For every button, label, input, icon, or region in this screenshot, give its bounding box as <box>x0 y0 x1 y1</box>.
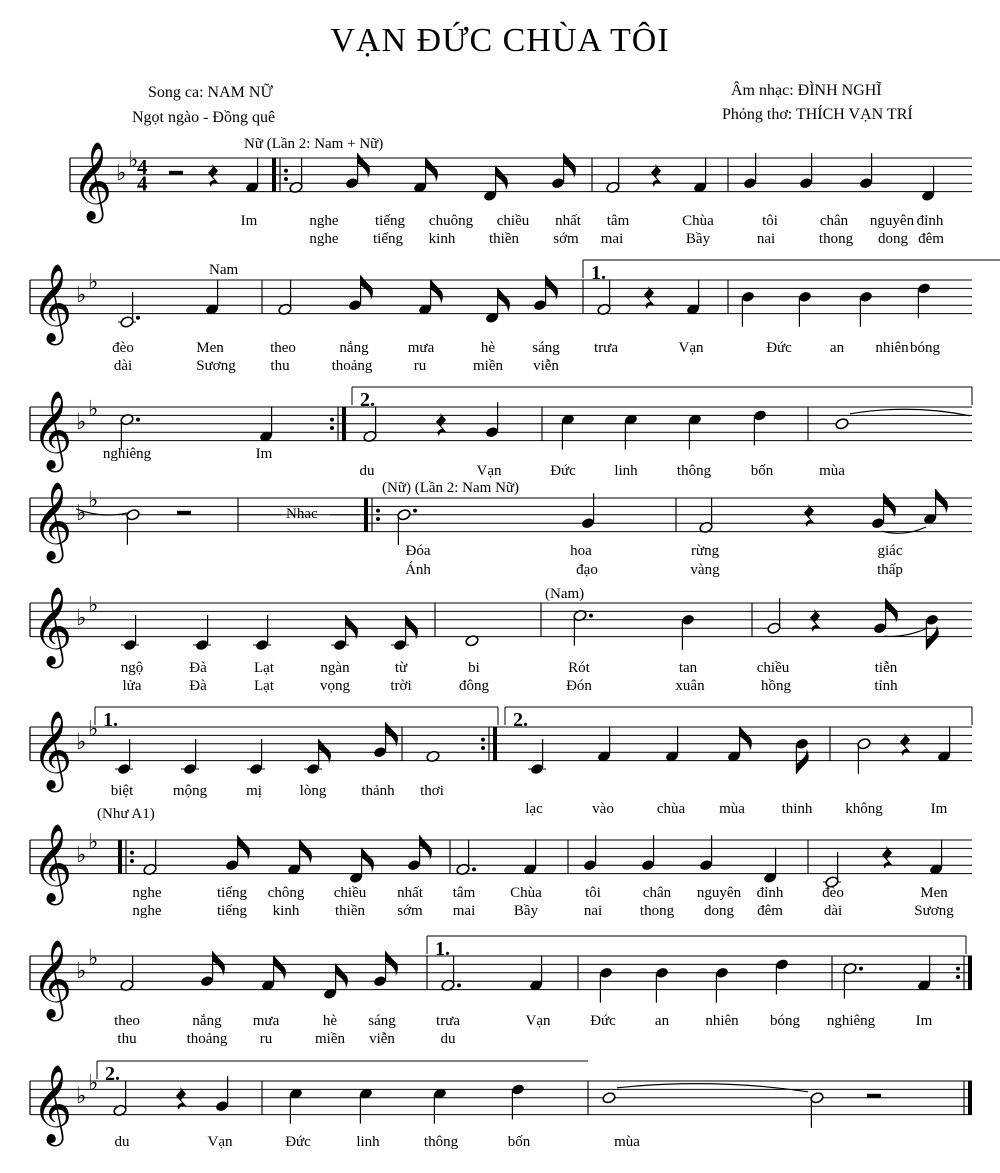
lyric-syllable: chiều <box>333 885 367 901</box>
half-rest <box>169 171 183 175</box>
key-flat-e: ♭ <box>88 1071 99 1097</box>
lyric-syllable: mai <box>452 903 476 919</box>
lyric-syllable: dong <box>878 231 908 247</box>
note-flag <box>740 726 752 751</box>
lyric-syllable: thong <box>639 903 675 919</box>
composer-label: Âm nhạc: ĐÌNH NGHĨ <box>731 82 882 99</box>
lyric-syllable: thu <box>270 358 290 374</box>
lyric-syllable: thông <box>676 463 712 479</box>
lyric-syllable: viễn <box>369 1031 395 1047</box>
note-flag <box>498 288 510 313</box>
treble-clef: 𝄞 <box>32 390 73 470</box>
lyric-syllable: du <box>359 463 375 479</box>
interlude-label: Nhac <box>286 506 318 522</box>
repeat-dot <box>481 746 485 750</box>
lyric-syllable: thoảng <box>186 1031 228 1047</box>
lyric-syllable: nhiên <box>875 340 909 356</box>
voice-marking-4: (Nam) <box>545 586 585 602</box>
lyric-syllable: Men <box>196 340 224 356</box>
key-flat-e: ♭ <box>88 397 99 423</box>
lyric-syllable: bóng <box>910 340 940 356</box>
repeat-dot <box>284 177 288 181</box>
lyricist-label: Phỏng thơ: THÍCH VẠN TRÍ <box>722 106 913 123</box>
lyric-syllable: giác <box>877 543 903 559</box>
treble-clef: 𝄞 <box>32 1064 73 1144</box>
lyric-syllable: tiếng <box>217 885 247 901</box>
note-flag <box>300 839 312 864</box>
repeat-dot <box>956 975 960 979</box>
key-flat-e: ♭ <box>88 946 99 972</box>
lyric-syllable: mai <box>600 231 624 247</box>
lyric-syllable: nghe <box>309 213 339 229</box>
tie <box>850 409 970 416</box>
repeat-dot <box>481 738 485 742</box>
lyric-syllable: Đức <box>550 463 576 479</box>
final-thick <box>968 1081 972 1115</box>
lyric-syllable: thông <box>423 1134 459 1150</box>
lyric-syllable: an <box>654 1013 670 1029</box>
lyric-syllable: đông <box>459 678 489 694</box>
lyric-syllable: tan <box>678 660 698 676</box>
lyric-syllable: Sương <box>914 903 954 919</box>
lyric-syllable: Đà <box>189 660 207 676</box>
repeat-dot <box>330 418 334 422</box>
augmentation-dot <box>472 867 476 871</box>
lyric-syllable: tâm <box>606 213 630 229</box>
lyric-syllable: bốn <box>750 463 774 479</box>
lyric-syllable: trưa <box>594 340 618 356</box>
repeat-end-thick <box>493 727 497 761</box>
treble-clef: 𝄞 <box>32 939 73 1019</box>
lyric-syllable: ngộ <box>120 660 144 676</box>
lyric-syllable: Vạn <box>525 1013 551 1029</box>
key-flat-b: ♭ <box>76 842 87 868</box>
key-flat-b: ♭ <box>76 282 87 308</box>
volta-number-1b: 1. <box>103 709 118 731</box>
volta-number-2b: 2. <box>513 709 528 731</box>
lyric-syllable: kinh <box>272 903 300 919</box>
treble-clef: 𝄞 <box>72 141 113 221</box>
style-label: Ngọt ngào - Đồng quê <box>132 109 276 126</box>
singers-label: Song ca: NAM NỮ <box>148 84 273 101</box>
volta-number-2c: 2. <box>105 1063 120 1085</box>
lyric-syllable: mộng <box>172 783 208 799</box>
repeat-start-thick <box>364 498 368 532</box>
lyric-syllable: lạc <box>525 801 543 817</box>
lyric-syllable: viễn <box>533 358 559 374</box>
augmentation-dot <box>859 967 863 971</box>
treble-clef: 𝄞 <box>32 586 73 666</box>
treble-clef: 𝄞 <box>32 823 73 903</box>
lyric-syllable: thiền <box>489 231 519 247</box>
lyric-syllable: đêm <box>757 903 783 919</box>
lyric-syllable: Im <box>255 446 273 462</box>
lyric-syllable: nghiêng <box>102 446 152 462</box>
lyric-syllable: rừng <box>690 543 720 559</box>
tie <box>882 527 926 533</box>
lyric-syllable: sớm <box>553 231 579 247</box>
lyric-syllable: thiền <box>335 903 365 919</box>
lyric-syllable: ru <box>259 1031 273 1047</box>
key-flat-e: ♭ <box>88 270 99 296</box>
half-rest <box>177 511 191 515</box>
augmentation-dot <box>136 316 140 320</box>
lyric-syllable: miền <box>473 358 503 374</box>
augmentation-dot <box>136 418 140 422</box>
note-flag <box>274 955 286 980</box>
lyric-syllable: tiếng <box>375 213 405 229</box>
lyric-syllable: Bầy <box>513 903 539 919</box>
lyric-syllable: dong <box>704 903 734 919</box>
repeat-dot <box>284 169 288 173</box>
lyric-syllable: Chùa <box>510 885 542 901</box>
note-flag <box>431 279 443 304</box>
repeat-dot <box>130 851 134 855</box>
lyric-syllable: đêm <box>918 231 944 247</box>
tie <box>884 628 928 637</box>
key-flat-b: ♭ <box>76 958 87 984</box>
key-flat-e: ♭ <box>88 830 99 856</box>
note-flag <box>426 157 438 182</box>
lyric-syllable: sáng <box>368 1013 396 1029</box>
lyric-syllable: tiễn <box>874 660 898 676</box>
lyric-syllable: vàng <box>690 562 720 578</box>
lyric-syllable: trưa <box>436 1013 460 1029</box>
repeat-end-thick <box>342 407 346 441</box>
note-head <box>835 417 849 430</box>
lyric-syllable: Đón <box>566 678 592 694</box>
lyric-syllable: lòng <box>299 783 327 799</box>
lyric-syllable: thơi <box>420 783 444 799</box>
lyric-syllable: nghe <box>132 903 162 919</box>
volta-number-1: 1. <box>591 262 606 284</box>
lyric-syllable: chuông <box>428 213 474 229</box>
lyric-syllable: Im <box>915 1013 933 1029</box>
lyric-syllable: miền <box>315 1031 345 1047</box>
repeat-dot <box>330 426 334 430</box>
lyric-syllable: thinh <box>781 801 813 817</box>
lyric-syllable: xuân <box>675 678 705 694</box>
lyric-syllable: hè <box>322 1013 338 1029</box>
lyric-syllable: chùa <box>656 801 686 817</box>
lyric-syllable: tâm <box>452 885 476 901</box>
lyric-syllable: chiều <box>496 213 530 229</box>
lyric-syllable: bi <box>468 660 480 676</box>
volta-number-2: 2. <box>360 389 375 411</box>
lyric-syllable: mùa <box>819 463 845 479</box>
repeat-dot <box>130 859 134 863</box>
key-flat-b: ♭ <box>116 160 127 186</box>
lyric-syllable: nghe <box>132 885 162 901</box>
lyric-syllable: mưa <box>407 340 435 356</box>
lyric-syllable: chông <box>267 885 305 901</box>
lyric-syllable: nghe <box>309 231 339 247</box>
lyric-syllable: linh <box>356 1134 380 1150</box>
lyric-syllable: linh <box>614 463 638 479</box>
voice-marking-3: (Nữ) (Lần 2: Nam Nữ) <box>382 480 520 496</box>
lyric-syllable: tôi <box>762 213 778 229</box>
volta-number-1c: 1. <box>435 938 450 960</box>
lyric-syllable: từ <box>394 660 408 676</box>
tie <box>617 1084 808 1092</box>
lyric-syllable: mùa <box>719 801 745 817</box>
lyric-syllable: Đức <box>766 340 792 356</box>
key-flat-e: ♭ <box>88 593 99 619</box>
voice-marking-5: (Như A1) <box>97 806 155 822</box>
lyric-syllable: chân <box>819 213 849 229</box>
key-flat-b: ♭ <box>76 409 87 435</box>
repeat-start-thick <box>272 158 276 192</box>
lyric-syllable: nghiêng <box>826 1013 876 1029</box>
lyric-syllable: Vạn <box>476 463 502 479</box>
lyric-syllable: nhất <box>397 885 423 901</box>
lyric-syllable: vọng <box>320 678 350 694</box>
time-signature-bottom: 4 <box>137 171 148 196</box>
lyric-syllable: chân <box>642 885 672 901</box>
repeat-dot <box>376 517 380 521</box>
lyric-syllable: sớm <box>397 903 423 919</box>
repeat-start-thick <box>118 840 122 874</box>
augmentation-dot <box>413 509 417 513</box>
repeat-dot <box>956 967 960 971</box>
lyric-syllable: biệt <box>110 783 134 799</box>
repeat-dot <box>376 509 380 513</box>
repeat-end-thick <box>968 956 972 990</box>
lyric-syllable: Im <box>240 213 258 229</box>
key-flat-b: ♭ <box>76 729 87 755</box>
lyric-syllable: nguyên <box>869 213 915 229</box>
augmentation-dot <box>589 614 593 618</box>
lyric-syllable: sáng <box>532 340 560 356</box>
lyric-syllable: đèo <box>822 885 844 901</box>
lyric-syllable: không <box>845 801 883 817</box>
voice-marking-2: Nam <box>209 262 239 278</box>
lyric-syllable: hồng <box>761 678 791 694</box>
treble-clef: 𝄞 <box>32 710 73 790</box>
lyric-syllable: theo <box>270 340 296 356</box>
lyric-syllable: Đức <box>285 1134 311 1150</box>
lyric-syllable: dài <box>113 358 133 374</box>
lyric-syllable: đèo <box>112 340 134 356</box>
lyric-syllable: Vạn <box>678 340 704 356</box>
lyric-syllable: du <box>440 1031 456 1047</box>
lyric-syllable: nai <box>583 903 603 919</box>
lyric-syllable: hoa <box>570 543 592 559</box>
key-flat-e: ♭ <box>88 717 99 743</box>
lyric-syllable: lửa <box>122 678 142 694</box>
lyric-syllable: trời <box>390 678 412 694</box>
lyric-syllable: Im <box>930 801 948 817</box>
song-title: VẠN ĐỨC CHÙA TÔI <box>330 22 670 59</box>
key-flat-e: ♭ <box>128 148 139 174</box>
note-flag <box>496 166 508 191</box>
treble-clef: 𝄞 <box>32 481 73 561</box>
lyric-syllable: Lạt <box>254 678 274 694</box>
lyric-syllable: vào <box>592 801 614 817</box>
lyric-syllable: an <box>829 340 845 356</box>
lyric-syllable: thoảng <box>331 358 373 374</box>
note-head <box>602 1091 616 1104</box>
lyric-syllable: nai <box>756 231 776 247</box>
lyric-syllable: dài <box>823 903 843 919</box>
key-flat-e: ♭ <box>88 488 99 514</box>
lyric-syllable: nhất <box>555 213 581 229</box>
lyric-syllable: Vạn <box>207 1134 233 1150</box>
lyric-syllable: tỉnh <box>874 678 898 694</box>
lyric-syllable: thu <box>117 1031 137 1047</box>
lyric-syllable: Rót <box>568 660 590 676</box>
lyric-syllable: ngàn <box>320 660 350 676</box>
lyric-syllable: theo <box>114 1013 140 1029</box>
lyric-syllable: tiếng <box>373 231 403 247</box>
lyric-syllable: chiều <box>756 660 790 676</box>
lyric-syllable: Men <box>920 885 948 901</box>
lyric-syllable: Sương <box>196 358 236 374</box>
voice-marking-1: Nữ (Lần 2: Nam + Nữ) <box>244 136 384 152</box>
lyric-syllable: tôi <box>585 885 601 901</box>
treble-clef: 𝄞 <box>32 263 73 343</box>
lyric-syllable: nắng <box>192 1013 222 1029</box>
augmentation-dot <box>457 983 461 987</box>
lyric-syllable: đỉnh <box>756 885 784 901</box>
lyric-syllable: tiếng <box>217 903 247 919</box>
lyric-syllable: Chùa <box>682 213 714 229</box>
lyric-syllable: Đà <box>189 678 207 694</box>
note-flag <box>336 964 348 989</box>
lyric-syllable: Ánh <box>405 562 431 578</box>
lyric-syllable: thong <box>818 231 854 247</box>
lyric-syllable: Lạt <box>254 660 274 676</box>
lyric-syllable: mị <box>246 783 262 799</box>
lyric-syllable: mưa <box>252 1013 280 1029</box>
lyric-syllable: đỉnh <box>916 213 944 229</box>
time-signature-top: 4 <box>137 154 148 179</box>
lyric-syllable: thấp <box>877 562 903 578</box>
lyric-syllable: nguyên <box>696 885 742 901</box>
lyric-syllable: nhiên <box>705 1013 739 1029</box>
key-flat-b: ♭ <box>76 1083 87 1109</box>
lyric-syllable: du <box>114 1134 130 1150</box>
lyric-syllable: Bầy <box>685 231 711 247</box>
lyric-syllable: thảnh <box>361 783 395 799</box>
note-flag <box>936 489 948 514</box>
key-flat-b: ♭ <box>76 500 87 526</box>
lyric-syllable: Đóa <box>405 543 431 559</box>
lyric-syllable: mùa <box>614 1134 640 1150</box>
lyric-syllable: Đức <box>590 1013 616 1029</box>
lyric-syllable: kinh <box>428 231 456 247</box>
lyric-syllable: nắng <box>339 340 369 356</box>
lyric-syllable: đạo <box>576 562 598 578</box>
lyric-syllable: bóng <box>770 1013 800 1029</box>
half-rest <box>867 1094 881 1098</box>
key-flat-b: ♭ <box>76 605 87 631</box>
lyric-syllable: ru <box>413 358 427 374</box>
note-flag <box>362 848 374 873</box>
lyric-syllable: hè <box>480 340 496 356</box>
lyric-syllable: bốn <box>507 1134 531 1150</box>
